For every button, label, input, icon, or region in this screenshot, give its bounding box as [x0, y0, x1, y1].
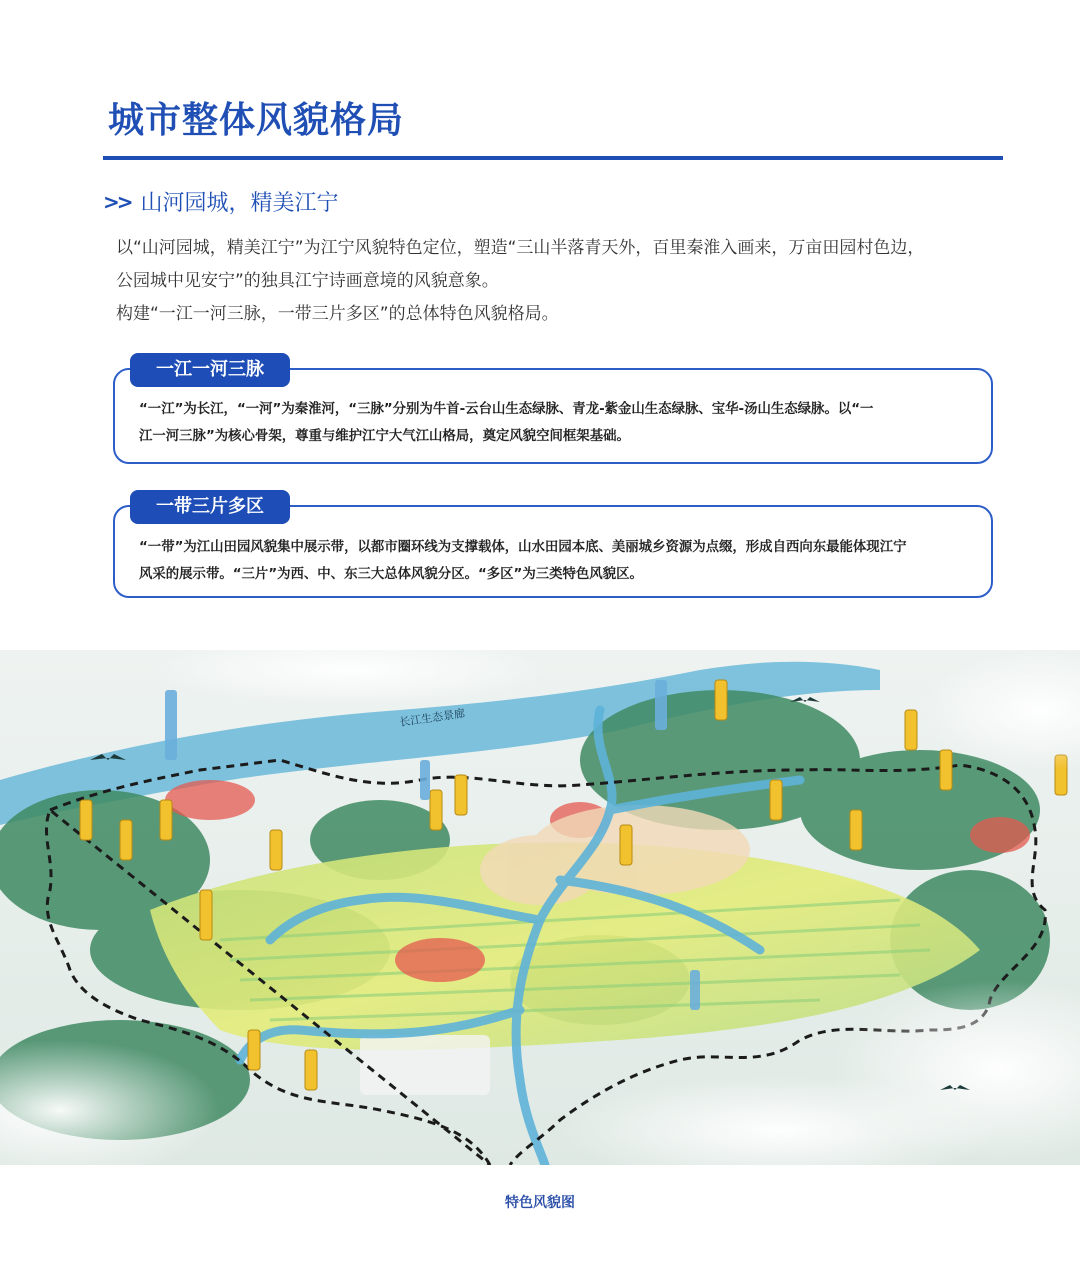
river-label: 长江生态景廊 [398, 707, 466, 729]
mountain-pin [160, 800, 172, 840]
double-chevron-icon: >> [103, 189, 131, 214]
feature-map [0, 650, 1080, 1165]
mountain-pin [120, 820, 132, 860]
intro-paragraph [116, 232, 1006, 331]
mountain-pin [620, 825, 632, 865]
mountain-pin [940, 750, 952, 790]
mountain-pin [270, 830, 282, 870]
landmark-pin [655, 680, 667, 730]
box-line: “一江”为长江，“一河”为秦淮河，“三脉”分别为牛首-云台山生态绿脉、青龙-紫金山生态绿脉、宝华-汤山生态绿脉。以“一 [139, 402, 874, 417]
box-tag: 一江一河三脉 [130, 353, 290, 387]
intro-line: 公园城中见安宁”的独具江宁诗画意境的风貌意象。 [116, 271, 499, 291]
mountain-pin [455, 775, 467, 815]
mountain-pin [305, 1050, 317, 1090]
box-line: “一带”为江山田园风貌集中展示带，以都市圈环线为支撑载体，山水田园本底、美丽城乡资源为点缀，形成自西向东最能体现江宁 [139, 540, 907, 555]
subtitle-text: 山河园城，精美江宁 [140, 191, 339, 216]
map-caption: 特色风貌图 [505, 1195, 575, 1211]
mountain-pin [430, 790, 442, 830]
mountain-pin [248, 1030, 260, 1070]
mountain-pin [770, 780, 782, 820]
landmark-pin [690, 970, 700, 1010]
mountain-pin [80, 800, 92, 840]
mountain-pin [905, 710, 917, 750]
landmark-pin [165, 690, 177, 760]
mountain-pin [715, 680, 727, 720]
intro-line: 以“山河园城，精美江宁”为江宁风貌特色定位，塑造“三山半落青天外，百里秦淮入画来，万亩田园村色边， [116, 238, 925, 258]
intro-line: 构建“一江一河三脉，一带三片多区”的总体特色风貌格局。 [116, 304, 559, 324]
section-subtitle [103, 186, 339, 217]
box-text [139, 396, 981, 450]
page-title: 城市整体风貌格局 [108, 100, 405, 141]
mountain-pin [850, 810, 862, 850]
mountain-pin [200, 890, 212, 940]
box-text [139, 534, 981, 588]
box-line: 江一河三脉”为核心骨架，尊重与维护江宁大气江山格局，奠定风貌空间框架基础。 [139, 429, 630, 444]
landmark-pin [420, 760, 430, 800]
title-divider [103, 156, 1003, 160]
box-tag: 一带三片多区 [130, 490, 290, 524]
box-line: 风采的展示带。“三片”为西、中、东三大总体风貌分区。“多区”为三类特色风貌区。 [139, 567, 643, 582]
